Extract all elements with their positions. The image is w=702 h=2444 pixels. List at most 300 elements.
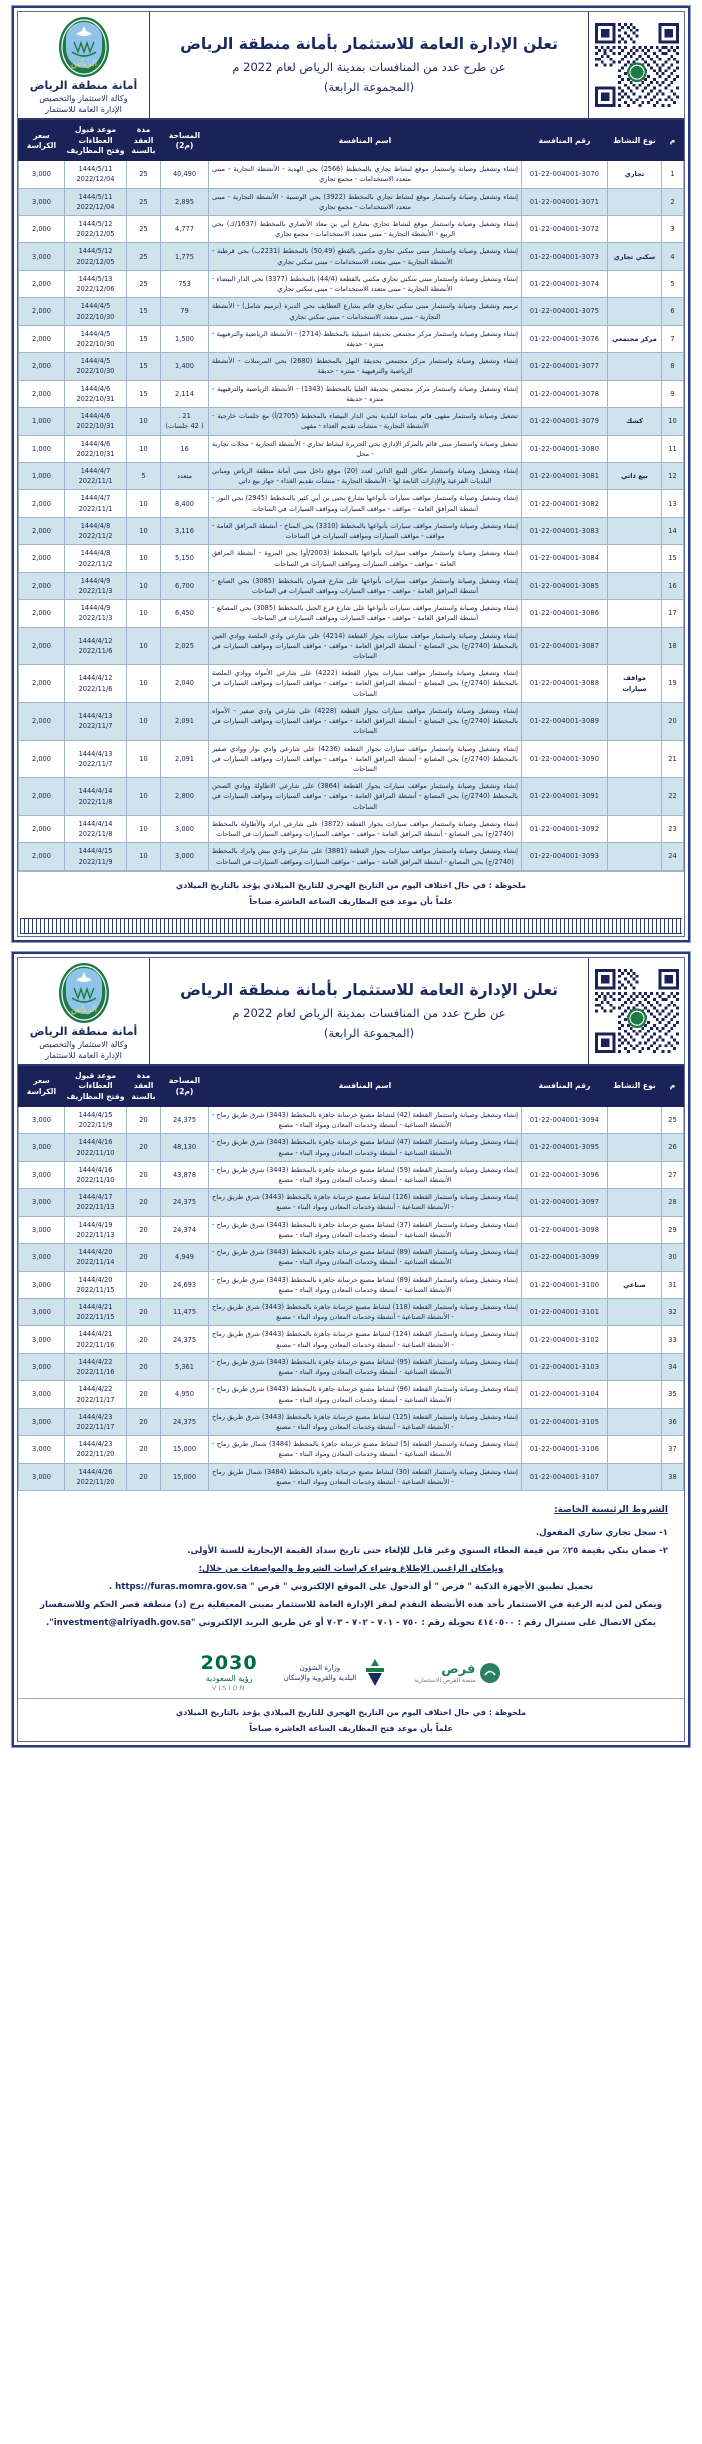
vision-english: VISION xyxy=(211,1684,247,1693)
cell-activity-type xyxy=(608,435,662,462)
cell-tender-name: إنشاء وتشغيل وصيانة واستثمار القطعة (47) لنشاط مصنع خرسانة جاهزة بالمخطط (3443) شرق طريق رماح - الأنشطة الصناعية - أنشطة وخدمات المعادن ومواد البناء - مصنع xyxy=(209,1134,522,1161)
cell-bid-dates xyxy=(65,462,127,489)
cell-duration-years: 10 xyxy=(127,435,161,462)
cell-area xyxy=(161,1408,209,1435)
cell-area-line-0: 11,475 xyxy=(172,1308,197,1317)
furas-sub: منصة الفرص الاستثمارية xyxy=(414,1677,476,1685)
cell-activity-type xyxy=(608,545,662,572)
cell-date-hijri: 1444/4/14 xyxy=(78,819,113,828)
cell-date-gregorian: 2022/10/31 xyxy=(76,422,115,431)
cell-duration-years: 5 xyxy=(127,462,161,489)
cell-booklet-price: 3,000 xyxy=(19,243,65,270)
cell-duration-years: 20 xyxy=(127,1381,161,1408)
cell-area-line-0: 753 xyxy=(178,280,191,289)
cell-activity-type xyxy=(608,572,662,599)
cell-area xyxy=(161,815,209,842)
cell-duration-years: 20 xyxy=(127,1326,161,1353)
contact-line: يمكن الاتصال على سنترال رقم : ٤١٤٠٥٠٠ تحويلة رقم : ٧٥٠ - ٧٠١ - ٧٠٢ - ٧٠٣ أو عن طريق البريد الإلكتروني "investment@alriyadh.gov.sa". xyxy=(45,1618,657,1629)
cell-tender-name: إنشاء وتشغيل وصيانة واستثمار القطعة (42) لنشاط مصنع خرسانة جاهزة بالمخطط (3443) شرق طريق رماح - الأنشطة الصناعية - أنشطة وخدمات المعادن ومواد البناء - مصنع xyxy=(209,1106,522,1133)
cell-area xyxy=(161,517,209,544)
cell-booklet-price: 2,000 xyxy=(19,843,65,870)
th-area xyxy=(161,121,209,161)
cell-area xyxy=(161,600,209,627)
agency-name: وكالة الاستثمار والتخصيص xyxy=(39,93,128,104)
cell-duration-years: 25 xyxy=(127,270,161,297)
cell-seq: 23 xyxy=(662,815,684,842)
cell-tender-name: إنشاء وتشغيل وصيانة واستثمار القطعة (89) لنشاط مصنع خرسانة جاهزة بالمخطط (3443) شرق طريق رماح - الأنشطة الصناعية - أنشطة وخدمات المعادن ومواد البناء - مصنع xyxy=(209,1244,522,1271)
cell-seq: 14 xyxy=(662,517,684,544)
cell-tender-number: 01-22-004001-3096 xyxy=(522,1161,608,1188)
cell-seq: 16 xyxy=(662,572,684,599)
th-fee xyxy=(19,121,65,161)
cell-seq: 15 xyxy=(662,545,684,572)
cell-booklet-price: 2,000 xyxy=(19,216,65,243)
table-row xyxy=(19,298,684,325)
cell-tender-number: 01-22-004001-3077 xyxy=(522,353,608,380)
cell-tender-number: 01-22-004001-3101 xyxy=(522,1299,608,1326)
cell-activity-type xyxy=(608,1463,662,1490)
svg-text:الرياض: الرياض xyxy=(70,59,97,69)
cell-date-hijri: 1444/5/13 xyxy=(78,274,113,283)
cell-tender-number: 01-22-004001-3084 xyxy=(522,545,608,572)
table-row xyxy=(19,1244,684,1271)
cell-bid-dates xyxy=(65,1189,127,1216)
th-dur-l1-2: مدة العقد xyxy=(133,1071,154,1091)
table-row xyxy=(19,408,684,435)
cell-bid-dates xyxy=(65,1408,127,1435)
cell-area-line-0: 43,878 xyxy=(172,1170,197,1179)
cell-seq: 32 xyxy=(662,1299,684,1326)
cell-area xyxy=(161,702,209,740)
cell-booklet-price: 3,000 xyxy=(19,1299,65,1326)
cell-seq: 30 xyxy=(662,1244,684,1271)
cell-date-hijri: 1444/4/6 xyxy=(80,412,111,421)
cell-activity-type xyxy=(608,216,662,243)
cell-area-line-0: 40,490 xyxy=(172,170,197,179)
cell-duration-years: 10 xyxy=(127,545,161,572)
cell-area-line-0: 4,777 xyxy=(175,225,194,234)
page2-footnotes xyxy=(18,1698,684,1741)
cell-date-hijri: 1444/4/7 xyxy=(80,494,111,503)
cell-tender-number: 01-22-004001-3103 xyxy=(522,1353,608,1380)
cell-seq: 9 xyxy=(662,380,684,407)
cell-bid-dates xyxy=(65,1106,127,1133)
cell-area xyxy=(161,490,209,517)
cell-duration-years: 15 xyxy=(127,380,161,407)
th-duration-2 xyxy=(127,1067,161,1107)
cell-booklet-price: 2,000 xyxy=(19,270,65,297)
cell-bid-dates xyxy=(65,216,127,243)
cell-bid-dates xyxy=(65,1326,127,1353)
cell-date-gregorian: 2022/11/9 xyxy=(78,857,113,866)
cell-bid-dates xyxy=(65,600,127,627)
cell-seq: 22 xyxy=(662,778,684,816)
cell-booklet-price: 3,000 xyxy=(19,1244,65,1271)
cell-duration-years: 20 xyxy=(127,1271,161,1298)
cell-tender-name: إنشاء وتشغيل وصيانة واستثمار مركز مجتمعي بحديقة اشبيلية بالمخطط (2714) - الأنشطة الرياضية والترفيهية - منتزه - حديقة xyxy=(209,325,522,352)
cell-date-gregorian: 2022/11/15 xyxy=(76,1285,115,1294)
table-row xyxy=(19,1134,684,1161)
cell-area-line-0: 2,025 xyxy=(175,641,194,650)
table-row xyxy=(19,1271,684,1298)
condition-item-1: ١- سجل تجاري ساري المفعول. xyxy=(535,1528,668,1539)
cell-duration-years: 10 xyxy=(127,778,161,816)
cell-activity-type xyxy=(608,702,662,740)
furas-logo xyxy=(414,1662,501,1684)
cell-tender-number: 01-22-004001-3102 xyxy=(522,1326,608,1353)
cell-area xyxy=(161,1244,209,1271)
cell-area xyxy=(161,1216,209,1243)
cell-area-line-0: 79 xyxy=(180,307,189,316)
cell-date-hijri: 1444/4/23 xyxy=(78,1440,113,1449)
cell-tender-name: إنشاء وتشغيل وصيانة واستثمار مبنى سكني تجاري مكتبي بالقطع (50,49) بالمخطط (2231ب) بحي قرطبة - الأنشطة التجارية - مبنى متعدد الاستخدامات - مبنى سكني تجاري xyxy=(209,243,522,270)
table-row xyxy=(19,627,684,665)
cell-date-hijri: 1444/4/6 xyxy=(80,439,111,448)
cell-date-hijri: 1444/4/21 xyxy=(78,1303,113,1311)
cell-date-gregorian: 2022/11/13 xyxy=(76,1230,115,1239)
cell-seq: 17 xyxy=(662,600,684,627)
cell-date-gregorian: 2022/10/30 xyxy=(76,312,115,321)
page1-header xyxy=(18,12,684,120)
cell-booklet-price: 3,000 xyxy=(19,1271,65,1298)
cell-duration-years: 20 xyxy=(127,1161,161,1188)
cell-activity-type: بيع ذاتي xyxy=(608,462,662,489)
cell-duration-years: 10 xyxy=(127,627,161,665)
table-row xyxy=(19,243,684,270)
th-area-l2: (م2) xyxy=(175,140,194,150)
cell-tender-number: 01-22-004001-3087 xyxy=(522,627,608,665)
cell-activity-type xyxy=(608,1436,662,1463)
cell-tender-number: 01-22-004001-3093 xyxy=(522,843,608,870)
cell-activity-type xyxy=(608,298,662,325)
cell-date-hijri: 1444/5/11 xyxy=(78,165,113,174)
cell-bid-dates xyxy=(65,161,127,188)
cell-booklet-price: 2,000 xyxy=(19,298,65,325)
cell-date-hijri: 1444/4/22 xyxy=(78,1357,113,1366)
cell-bid-dates xyxy=(65,188,127,215)
cell-area-line-0: 48,130 xyxy=(172,1143,197,1152)
furas-word: فرص xyxy=(441,1662,476,1678)
cell-date-gregorian: 2022/11/9 xyxy=(78,1121,113,1130)
cell-duration-years: 10 xyxy=(127,843,161,870)
cell-booklet-price: 3,000 xyxy=(19,1106,65,1133)
cell-date-hijri: 1444/4/15 xyxy=(78,847,113,856)
cell-duration-years: 15 xyxy=(127,325,161,352)
cell-tender-number: 01-22-004001-3079 xyxy=(522,408,608,435)
th-fee-2 xyxy=(19,1067,65,1107)
cell-area xyxy=(161,1189,209,1216)
cell-bid-dates xyxy=(65,1244,127,1271)
cell-booklet-price: 2,000 xyxy=(19,380,65,407)
th-area-2 xyxy=(161,1067,209,1107)
th-code-2: رقم المنافسة xyxy=(522,1067,608,1107)
cell-booklet-price: 2,000 xyxy=(19,325,65,352)
cell-area xyxy=(161,462,209,489)
cell-bid-dates xyxy=(65,572,127,599)
cell-tender-name: إنشاء وتشغيل وصيانة واستثمار القطعة (59) لنشاط مصنع خرسانة جاهزة بالمخطط (3443) شرق طريق رماح - الأنشطة الصناعية - أنشطة وخدمات المعادن ومواد البناء - مصنع xyxy=(209,1161,522,1188)
page1-footnotes xyxy=(18,871,684,914)
cell-tender-name: إنشاء وتشغيل وصيانة واستثمار القطعة (96) لنشاط مصنع خرسانة جاهزة بالمخطط (3443) شرق طريق رماح - الأنشطة الصناعية - أنشطة وخدمات المعادن ومواد البناء - مصنع xyxy=(209,1381,522,1408)
cell-area xyxy=(161,1381,209,1408)
table-header-row xyxy=(19,121,684,161)
cell-duration-years: 10 xyxy=(127,665,161,703)
cell-bid-dates xyxy=(65,627,127,665)
cell-duration-years: 10 xyxy=(127,572,161,599)
th-fee-l1-2: سعر xyxy=(33,1076,50,1086)
cell-area xyxy=(161,298,209,325)
table-row xyxy=(19,665,684,703)
th-dur-l1: مدة العقد xyxy=(133,125,154,145)
vision-2030-logo xyxy=(201,1654,258,1692)
authority-logo-block xyxy=(18,12,150,118)
special-conditions-block xyxy=(18,1491,684,1638)
cell-activity-type xyxy=(608,600,662,627)
cell-date-hijri: 1444/4/26 xyxy=(78,1467,113,1476)
announcement-page-1 xyxy=(12,6,690,942)
cell-date-hijri: 1444/4/15 xyxy=(78,1110,113,1119)
cell-booklet-price: 2,000 xyxy=(19,517,65,544)
cell-area-line-0: 24,375 xyxy=(172,1417,197,1426)
page-title: تعلن الإدارة العامة للاستثمار بأمانة منطقة الرياض xyxy=(180,35,558,54)
cell-booklet-price: 3,000 xyxy=(19,188,65,215)
cell-date-gregorian: 2022/10/30 xyxy=(76,340,115,349)
th-date-l2-2: وفتح المظاريف xyxy=(66,1091,125,1101)
cell-area-line-0: 15,000 xyxy=(172,1445,197,1454)
riyadh-emblem-icon xyxy=(56,16,112,78)
ministry-logo xyxy=(284,1658,389,1688)
office-address-line: ويمكن لمن لديه الرغبة في الاستثمار بأحد هذه الأنشطة التقدم لمقر الإدارة العامة للاستثمار بمبنى المعيقلية برج (د) منطقة قصر الحكم وللاستفسار xyxy=(40,1600,662,1611)
cell-tender-name: إنشاء وتشغيل وصيانة واستثمار مواقف سيارات بجوار القطعة (3881) على شارعي وادي بيش وابراد بالمخطط (2740/ج) بحي المصانع - أنشطة المرافق العامة - مواقف - مواقف السيارات ومواقف السيارات في الساحات xyxy=(209,843,522,870)
cell-duration-years: 20 xyxy=(127,1299,161,1326)
table-row xyxy=(19,353,684,380)
cell-tender-number: 01-22-004001-3080 xyxy=(522,435,608,462)
department-name: الإدارة العامة للاستثمار xyxy=(45,104,122,115)
cell-tender-number: 01-22-004001-3097 xyxy=(522,1189,608,1216)
cell-seq: 26 xyxy=(662,1134,684,1161)
cell-activity-type xyxy=(608,1353,662,1380)
cell-booklet-price: 2,000 xyxy=(19,627,65,665)
th-duration xyxy=(127,121,161,161)
cell-date-hijri: 1444/4/16 xyxy=(78,1165,113,1174)
footnote-date-rule-2: ملحوظة : في حال اختلاف اليوم من التاريخ الهجري للتاريخ الميلادي يؤخذ بالتاريخ الميلادي xyxy=(175,1708,527,1718)
cell-tender-name: إنشاء وتشغيل وصيانة واستثمار مواقف سيارات بجوار القطعة (4236) على شارعي وادي نوار ووادي صفير بالمخطط (2740/ج) بحي المصانع - أنشطة المرافق العامة - مواقف - مواقف السيارات ومواقف السيارات في الساحات xyxy=(209,740,522,778)
cell-tender-name: إنشاء وتشغيل وصيانة واستثمار مركز مجتمعي بحديقة النهل بالمخطط (2680) بحي المرسلات - الأنشطة الرياضية والترفيهية - منتزه - حديقة xyxy=(209,353,522,380)
cell-booklet-price: 3,000 xyxy=(19,1436,65,1463)
cell-area-line-0: 2,091 xyxy=(175,717,194,726)
cell-booklet-price: 2,000 xyxy=(19,353,65,380)
cell-bid-dates xyxy=(65,545,127,572)
cell-area-line-0: 4,949 xyxy=(175,1253,194,1262)
announcement-page-2 xyxy=(12,952,690,1748)
cell-tender-number: 01-22-004001-3089 xyxy=(522,702,608,740)
cell-area-line-0: 5,150 xyxy=(175,554,194,563)
cell-tender-name: تشغيل وصيانة واستثمار مبنى قائم بالمركز الإداري بحي الجزيرة لنشاط تجاري - الأنشطة التجارية - محلات تجارية - محل xyxy=(209,435,522,462)
cell-seq: 34 xyxy=(662,1353,684,1380)
cell-tender-name: إنشاء وتشغيل وصيانة واستثمار القطعة (37) لنشاط مصنع خرسانة جاهزة بالمخطط (3443) شرق طريق رماح - الأنشطة الصناعية - أنشطة وخدمات المعادن ومواد البناء - مصنع xyxy=(209,1216,522,1243)
cell-area xyxy=(161,843,209,870)
cell-bid-dates xyxy=(65,1381,127,1408)
cell-date-hijri: 1444/4/13 xyxy=(78,749,113,758)
th-name-2: اسم المنافسة xyxy=(209,1067,522,1107)
cell-bid-dates xyxy=(65,325,127,352)
cell-date-gregorian: 2022/11/14 xyxy=(76,1258,115,1267)
cell-tender-number: 01-22-004001-3086 xyxy=(522,600,608,627)
conditions-title: الشروط الرئيسية الخاصة: xyxy=(554,1505,668,1516)
cell-area-line-0: 4,950 xyxy=(175,1390,194,1399)
table-row xyxy=(19,1216,684,1243)
cell-area-line-0: 15,000 xyxy=(172,1472,197,1481)
cell-date-hijri: 1444/4/12 xyxy=(78,636,113,645)
cell-date-hijri: 1444/4/22 xyxy=(78,1385,113,1394)
table-row xyxy=(19,270,684,297)
cell-booklet-price: 3,000 xyxy=(19,1134,65,1161)
condition-item-2: ٢- ضمان بنكي بقيمة ٢٥٪ من قيمة العطاء السنوي وغير قابل للإلغاء حتى تاريخ سداد القيمة الإيجارية للسنة الأولى. xyxy=(187,1546,668,1557)
cell-area xyxy=(161,243,209,270)
table-row xyxy=(19,572,684,599)
svg-text:الرياض: الرياض xyxy=(70,1004,97,1015)
cell-area xyxy=(161,1299,209,1326)
table-row xyxy=(19,1436,684,1463)
cell-duration-years: 20 xyxy=(127,1216,161,1243)
cell-date-hijri: 1444/4/16 xyxy=(78,1138,113,1147)
cell-bid-dates xyxy=(65,1299,127,1326)
cell-tender-number: 01-22-004001-3071 xyxy=(522,188,608,215)
cell-area-line-0: 24,693 xyxy=(172,1280,197,1289)
cell-area xyxy=(161,1463,209,1490)
cell-bid-dates xyxy=(65,243,127,270)
cell-booklet-price: 3,000 xyxy=(19,1381,65,1408)
cell-tender-name: إنشاء وتشغيل وصيانة واستثمار القطعة (125) لنشاط مصنع خرسانة جاهزة بالمخطط (3443) شرق طريق رماح - الأنشطة الصناعية - أنشطة وخدمات المعادن ومواد البناء - مصنع xyxy=(209,1408,522,1435)
cell-duration-years: 10 xyxy=(127,740,161,778)
cell-tender-name: إنشاء وتشغيل وصيانة واستثمار مبنى سكني تجاري مكتبي بالقطعة (44/4) بالمخطط (3377) بحي الدار البيضاء - الأنشطة التجارية - مبنى متعدد الاستخدامات - مبنى سكني تجاري xyxy=(209,270,522,297)
cell-date-hijri: 1444/5/12 xyxy=(78,220,113,229)
cell-date-gregorian: 2022/12/04 xyxy=(76,202,115,211)
cell-activity-type xyxy=(608,188,662,215)
cell-activity-type xyxy=(608,270,662,297)
cell-seq: 38 xyxy=(662,1463,684,1490)
table-row xyxy=(19,325,684,352)
header-group-label: (المجموعة الرابعة) xyxy=(323,79,415,94)
table-row xyxy=(19,1299,684,1326)
cell-area-line-0: 16 xyxy=(180,444,189,453)
table-row xyxy=(19,843,684,870)
cell-duration-years: 15 xyxy=(127,298,161,325)
cell-booklet-price: 2,000 xyxy=(19,572,65,599)
cell-duration-years: 10 xyxy=(127,815,161,842)
cell-date-hijri: 1444/5/12 xyxy=(78,247,113,256)
cell-duration-years: 20 xyxy=(127,1134,161,1161)
cell-seq: 3 xyxy=(662,216,684,243)
cell-seq: 8 xyxy=(662,353,684,380)
cell-seq: 7 xyxy=(662,325,684,352)
cell-date-hijri: 1444/4/21 xyxy=(78,1330,113,1339)
authority-name: أمانة منطقة الرياض xyxy=(29,79,138,92)
cell-tender-number: 01-22-004001-3085 xyxy=(522,572,608,599)
cell-bid-dates xyxy=(65,353,127,380)
table-header-row-2 xyxy=(19,1067,684,1107)
table-body-page1 xyxy=(19,161,684,871)
cell-duration-years: 20 xyxy=(127,1408,161,1435)
cell-bid-dates xyxy=(65,408,127,435)
footnote-opening-time-2: علماً بأن موعد فتح المظاريف الساعة العاشرة صباحاً xyxy=(249,1724,453,1734)
table-row xyxy=(19,161,684,188)
tenders-table-page2 xyxy=(18,1066,684,1491)
cell-booklet-price: 2,000 xyxy=(19,665,65,703)
cell-duration-years: 20 xyxy=(127,1189,161,1216)
cell-tender-name: إنشاء وتشغيل وصيانة واستثمار موقع لنشاط تجاري بالمخطط (3922) بحي الونسية - الأنشطة التجارية - مبنى متعدد الاستخدامات - مجمع تجاري xyxy=(209,188,522,215)
cell-date-gregorian: 2022/11/8 xyxy=(78,797,113,806)
qr-code-cell xyxy=(588,12,684,118)
table-row xyxy=(19,517,684,544)
cell-area-line-0: 21 . xyxy=(178,412,191,421)
cell-tender-name: إنشاء وتشغيل وصيانة واستثمار مواقف سيارات بجوار القطعة (4214) على شارعي وادي الملصة ووادي العين بالمخطط (2740/ج) بحي المصانع - أنشطة المرافق العامة - مواقف - مواقف السيارات ومواقف السيارات في الساحات xyxy=(209,627,522,665)
agency-name-2: وكالة الاستثمار والتخصيص xyxy=(39,1039,128,1050)
cell-activity-type xyxy=(608,1244,662,1271)
cell-date-gregorian: 2022/12/05 xyxy=(76,257,115,266)
cell-tender-number: 01-22-004001-3106 xyxy=(522,1436,608,1463)
table-row xyxy=(19,1161,684,1188)
cell-tender-name: إنشاء وتشغيل وصيانة واستثمار مركز مجتمعي بحديقة العليا بالمخطط (1343) - الأنشطة الرياضية والترفيهية - منتزه - حديقة xyxy=(209,380,522,407)
cell-area xyxy=(161,740,209,778)
cell-activity-type xyxy=(608,517,662,544)
cell-area xyxy=(161,572,209,599)
cell-tender-name: إنشاء وتشغيل وصيانة واستثمار موقع لنشاط تجاري بالمخطط (2566) بحي الهدية - الأنشطة التجارية - مبنى متعدد الاستخدامات - مجمع تجاري xyxy=(209,161,522,188)
cell-area-line-0: 5,361 xyxy=(175,1362,194,1371)
cell-area-line-0: 24,375 xyxy=(172,1335,197,1344)
qr-code-icon-2 xyxy=(595,969,679,1053)
tenders-table-page1 xyxy=(18,120,684,870)
qr-code-cell-2 xyxy=(588,958,684,1064)
cell-area-line-0: 8,400 xyxy=(175,499,194,508)
cell-tender-name: إنشاء وتشغيل وصيانة واستثمار مواقف سيارات بجوار القطعة (4222) على شارعي الأمواه ووادي الملصة بالمخطط (2740/ج) بحي المصانع - أنشطة المرافق العامة - مواقف - مواقف السيارات ومواقف السيارات في الساحات xyxy=(209,665,522,703)
header-titles-2 xyxy=(150,958,588,1064)
cell-area-line-1: ( 42 جلسات) xyxy=(165,422,204,431)
th-seq: م xyxy=(662,121,684,161)
cell-date-gregorian: 2022/11/17 xyxy=(76,1422,115,1431)
decorative-rule-1 xyxy=(20,918,682,934)
cell-date-gregorian: 2022/11/10 xyxy=(76,1176,115,1185)
cell-date-gregorian: 2022/11/2 xyxy=(78,559,113,568)
cell-area-line-0: 24,375 xyxy=(172,1116,197,1125)
table-body-page2 xyxy=(19,1106,684,1490)
cell-date-gregorian: 2022/11/6 xyxy=(78,684,113,693)
cell-activity-type xyxy=(608,1326,662,1353)
cell-duration-years: 20 xyxy=(127,1106,161,1133)
cell-activity-type xyxy=(608,1408,662,1435)
cell-bid-dates xyxy=(65,490,127,517)
cell-tender-number: 01-22-004001-3095 xyxy=(522,1134,608,1161)
table-row xyxy=(19,1381,684,1408)
table-row xyxy=(19,1463,684,1490)
cell-duration-years: 10 xyxy=(127,702,161,740)
cell-date-hijri: 1444/4/5 xyxy=(80,357,111,366)
cell-duration-years: 10 xyxy=(127,600,161,627)
cell-date-gregorian: 2022/10/31 xyxy=(76,394,115,403)
table-row xyxy=(19,1408,684,1435)
cell-area-line-0: 2,114 xyxy=(175,389,194,398)
cell-seq: 4 xyxy=(662,243,684,270)
cell-bid-dates xyxy=(65,1436,127,1463)
table-row xyxy=(19,1326,684,1353)
ministry-emblem-icon xyxy=(362,1658,388,1688)
cell-area-line-0: 24,375 xyxy=(172,1198,197,1207)
cell-tender-number: 01-22-004001-3104 xyxy=(522,1381,608,1408)
cell-booklet-price: 1,000 xyxy=(19,435,65,462)
cell-booklet-price: 3,000 xyxy=(19,1326,65,1353)
cell-bid-dates xyxy=(65,665,127,703)
cell-date-hijri: 1444/4/8 xyxy=(80,521,111,530)
cell-date-gregorian: 2022/11/2 xyxy=(78,532,113,541)
